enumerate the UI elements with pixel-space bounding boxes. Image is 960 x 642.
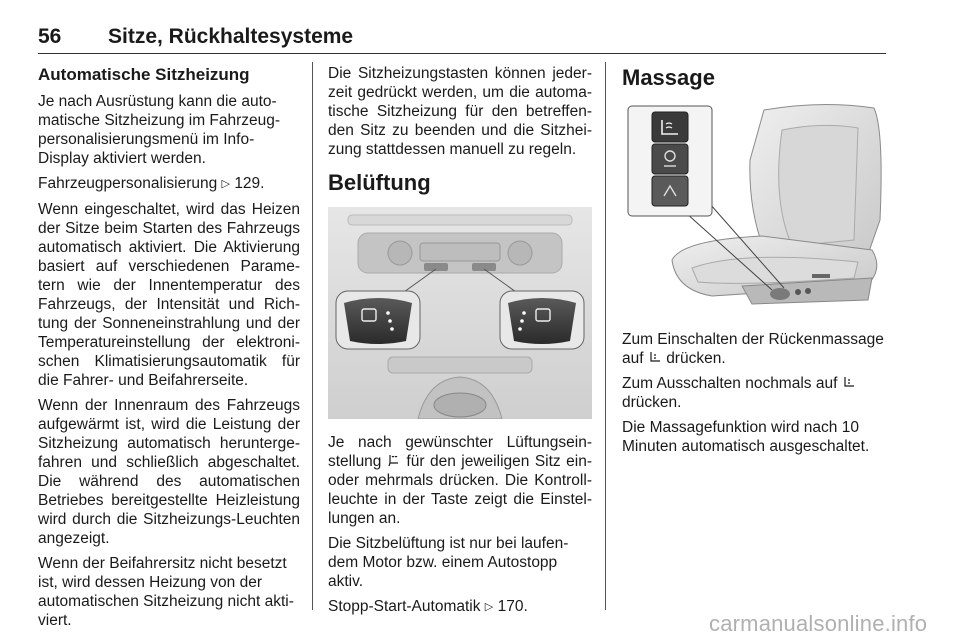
seat-massage-icon [648, 351, 662, 364]
instruction-text: drücken. [666, 350, 726, 367]
paragraph: Je nach Ausrüstung kann die automatische Sitzheizung im Fahrzeugpersonalisierungsmenü im Info-Display aktiviert werden. [38, 93, 281, 167]
paragraph-massage-on [622, 330, 886, 368]
heading-massage: Massage [622, 65, 715, 90]
column-2 [328, 64, 592, 623]
massage-illustration [622, 100, 884, 314]
paragraph: Die Sitzheizungstasten können jederzeit gedrückt werden, um die automatische Sitzheizung für den betreffenden Sitz zu beenden und die Sitzheizung stattdessen manuell zu regeln. [328, 65, 592, 158]
column-1 [38, 64, 300, 636]
column-divider-1 [312, 62, 313, 610]
seat-ventilation-icon [387, 454, 401, 467]
heading-auto-seat-heating: Automatische Sitzheizung [38, 65, 250, 84]
reference-page: 129. [234, 175, 265, 192]
column-3 [622, 64, 886, 462]
paragraph: Die Massagefunktion wird nach 10 Minuten automatisch ausgeschaltet. [622, 419, 870, 455]
paragraph-massage-off [622, 374, 886, 412]
seat-massage-icon [842, 376, 856, 389]
instruction-text: Je nach gewünschter Lüftungseinstellung [328, 434, 592, 470]
chapter-title: Sitze, Rückhaltesysteme [108, 25, 354, 48]
heading-ventilation: Belüftung [328, 170, 431, 195]
reference-text: Fahrzeugpersonalisierung [38, 175, 218, 192]
paragraph: Wenn eingeschaltet, wird das Heizen der Sitze beim Starten des Fahrzeugs automatisch aktiviert. Die Aktivierung basiert auf verschiedenen Parametern wie der Innentemperatur des Fahrzeugs, der Intensität und Richtung der Sonneneinstrahlung und der Temperatureinstellung der elektronischen Klimatisierungsautomatik für die Fahrer- und Beifahrerseite. [38, 201, 300, 389]
page-header [38, 25, 886, 55]
paragraph: Die Sitzbelüftung ist nur bei laufendem Motor bzw. einem Autostopp aktiv. [328, 535, 569, 590]
paragraph-ventilation-instruction [328, 433, 592, 528]
reference-arrow-icon: ▷ [484, 601, 494, 613]
reference-page: 170. [497, 598, 528, 615]
paragraph: Wenn der Innenraum des Fahrzeugs aufgewärmt ist, wird die Leistung der Sitzheizung automatisch heruntergefahren und schließlich abgeschaltet. Die während des automatischen Betriebes bereitgestellte Heizleistung wird durch die Sitzheizungs-Leuchten angezeigt. [38, 397, 300, 547]
paragraph-reference [328, 597, 592, 617]
paragraph-reference [38, 174, 300, 194]
page-number: 56 [38, 25, 62, 48]
ventilation-illustration [328, 207, 592, 419]
instruction-text: drücken. [622, 394, 682, 411]
instruction-text: für den jeweiligen Sitz ein- oder mehrmals drücken. Die Kontrollleuchte in der Taste zeigt die Einstellungen an. [328, 453, 593, 527]
header-rule [38, 53, 886, 54]
instruction-text: Zum Ausschalten nochmals auf [622, 375, 838, 392]
instruction-text: Zum Einschalten der Rückenmassage auf [622, 331, 884, 367]
column-divider-2 [605, 62, 606, 610]
paragraph: Wenn der Beifahrersitz nicht besetzt ist, wird dessen Heizung von der automatischen Sitzheizung nicht aktiviert. [38, 555, 294, 629]
reference-arrow-icon: ▷ [221, 178, 230, 190]
reference-text: Stopp-Start-Automatik [328, 598, 481, 615]
watermark: carmanualsonline.info [709, 611, 928, 636]
